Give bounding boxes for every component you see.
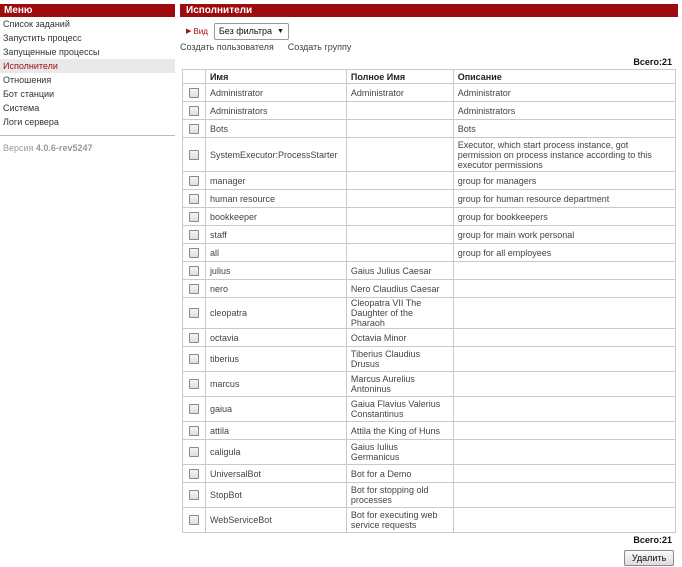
table-row[interactable] [183, 262, 676, 280]
cell-full-name [346, 190, 453, 208]
cell-name: marcus [205, 372, 346, 397]
cell-name: caligula [205, 440, 346, 465]
cell-full-name: Marcus Aurelius Antoninus [346, 372, 453, 397]
cell-full-name: Nero Claudius Caesar [346, 280, 453, 298]
cell-description [453, 483, 675, 508]
row-checkbox-cell [183, 440, 206, 465]
row-checkbox[interactable] [189, 230, 199, 240]
table-row[interactable] [183, 208, 676, 226]
row-checkbox[interactable] [189, 266, 199, 276]
table-row[interactable] [183, 508, 676, 533]
table-row[interactable] [183, 440, 676, 465]
triangle-right-icon[interactable]: ▶ [186, 28, 192, 35]
total-count-bottom: Всего:21 [633, 535, 672, 545]
cell-description [453, 280, 675, 298]
cell-name: julius [205, 262, 346, 280]
row-checkbox-cell [183, 190, 206, 208]
cell-description [453, 465, 675, 483]
table-row[interactable] [183, 465, 676, 483]
table-row[interactable] [183, 298, 676, 329]
cell-full-name [346, 172, 453, 190]
action-links [180, 42, 351, 52]
sidebar-item[interactable]: Исполнители [0, 59, 175, 73]
cell-description [453, 372, 675, 397]
row-checkbox[interactable] [189, 469, 199, 479]
cell-description [453, 440, 675, 465]
cell-name: nero [205, 280, 346, 298]
row-checkbox-cell [183, 372, 206, 397]
row-checkbox-cell [183, 347, 206, 372]
page-title: Исполнители [180, 4, 678, 17]
total-count-top: Всего:21 [633, 57, 672, 67]
row-checkbox-cell [183, 102, 206, 120]
table-header-row [183, 70, 676, 84]
cell-name: cleopatra [205, 298, 346, 329]
cell-full-name [346, 120, 453, 138]
cell-full-name: Bot for a Demo [346, 465, 453, 483]
sidebar-item[interactable]: Запустить процесс [3, 33, 82, 43]
table-row[interactable] [183, 397, 676, 422]
sidebar [0, 4, 175, 153]
table-row[interactable] [183, 120, 676, 138]
row-checkbox-cell [183, 508, 206, 533]
sidebar-item[interactable]: Запущенные процессы [3, 47, 100, 57]
cell-description: group for all employees [453, 244, 675, 262]
create-group-link[interactable]: Создать группу [287, 42, 352, 52]
cell-full-name [346, 138, 453, 172]
row-checkbox[interactable] [189, 248, 199, 258]
table-row[interactable] [183, 226, 676, 244]
table-row[interactable] [183, 422, 676, 440]
row-checkbox-cell [183, 422, 206, 440]
table-row[interactable] [183, 102, 676, 120]
row-checkbox[interactable] [189, 308, 199, 318]
cell-description [453, 347, 675, 372]
row-checkbox[interactable] [189, 404, 199, 414]
cell-description: Administrator [453, 84, 675, 102]
column-header-description[interactable]: Описание [453, 70, 675, 84]
row-checkbox-cell [183, 262, 206, 280]
row-checkbox-cell [183, 244, 206, 262]
sidebar-title: Меню [0, 4, 175, 17]
cell-full-name [346, 102, 453, 120]
cell-full-name: Tiberius Claudius Drusus [346, 347, 453, 372]
cell-name: UniversalBot [205, 465, 346, 483]
cell-description: Administrators [453, 102, 675, 120]
row-checkbox-cell [183, 208, 206, 226]
row-checkbox[interactable] [189, 212, 199, 222]
row-checkbox-cell [183, 138, 206, 172]
view-toggle-link[interactable]: Вид [193, 26, 208, 36]
sidebar-item[interactable]: Список заданий [3, 19, 70, 29]
row-checkbox[interactable] [189, 426, 199, 436]
sidebar-menu [0, 17, 175, 129]
row-checkbox-cell [183, 120, 206, 138]
row-checkbox[interactable] [189, 515, 199, 525]
cell-name: SystemExecutor:ProcessStarter [205, 138, 346, 172]
cell-full-name: Administrator [346, 84, 453, 102]
cell-description: group for human resource department [453, 190, 675, 208]
view-filter-row [180, 22, 289, 40]
cell-name: Administrators [205, 102, 346, 120]
row-checkbox[interactable] [189, 379, 199, 389]
cell-name: staff [205, 226, 346, 244]
sidebar-item[interactable]: Логи сервера [3, 117, 59, 127]
row-checkbox-cell [183, 280, 206, 298]
row-checkbox-cell [183, 483, 206, 508]
table-row[interactable] [183, 280, 676, 298]
table-row[interactable] [183, 483, 676, 508]
cell-description [453, 422, 675, 440]
header-checkbox-cell [183, 70, 206, 84]
cell-description: group for bookkeepers [453, 208, 675, 226]
cell-full-name: Gaiua Flavius Valerius Constantinus [346, 397, 453, 422]
cell-full-name: Gaius Julius Caesar [346, 262, 453, 280]
version-prefix: Версия [3, 143, 36, 153]
cell-name: human resource [205, 190, 346, 208]
sidebar-divider [0, 135, 175, 136]
cell-description [453, 508, 675, 533]
executors-table [182, 69, 676, 533]
cell-name: StopBot [205, 483, 346, 508]
filter-select-value: Без фильтра [218, 26, 273, 36]
cell-name: Bots [205, 120, 346, 138]
cell-full-name [346, 226, 453, 244]
column-header-full-name[interactable]: Полное Имя [346, 70, 453, 84]
cell-full-name: Cleopatra VII The Daughter of the Pharaoh [346, 298, 453, 329]
cell-full-name: Bot for stopping old processes [346, 483, 453, 508]
sidebar-item[interactable]: Отношения [3, 75, 52, 85]
row-checkbox-cell [183, 465, 206, 483]
row-checkbox[interactable] [189, 150, 199, 160]
cell-full-name: Attila the King of Huns [346, 422, 453, 440]
cell-description [453, 262, 675, 280]
row-checkbox[interactable] [189, 284, 199, 294]
cell-name: Administrator [205, 84, 346, 102]
create-user-link[interactable]: Создать пользователя [180, 42, 274, 52]
row-checkbox[interactable] [189, 194, 199, 204]
cell-description: group for main work personal [453, 226, 675, 244]
cell-description [453, 329, 675, 347]
cell-name: manager [205, 172, 346, 190]
cell-name: attila [205, 422, 346, 440]
row-checkbox-cell [183, 226, 206, 244]
sidebar-item[interactable]: Бот станции [3, 89, 55, 99]
sidebar-item[interactable]: Система [3, 103, 40, 113]
row-checkbox[interactable] [189, 176, 199, 186]
version-number: 4.0.6-rev5247 [35, 143, 93, 153]
filter-select[interactable] [214, 23, 289, 40]
table-row[interactable] [183, 244, 676, 262]
table-row[interactable] [183, 372, 676, 397]
row-checkbox[interactable] [189, 106, 199, 116]
table-row[interactable] [183, 84, 676, 102]
cell-name: octavia [205, 329, 346, 347]
row-checkbox-cell [183, 298, 206, 329]
column-header-name[interactable]: Имя [205, 70, 346, 84]
version-info [0, 143, 175, 153]
table-row[interactable] [183, 138, 676, 172]
cell-name: WebServiceBot [205, 508, 346, 533]
row-checkbox[interactable] [189, 447, 199, 457]
cell-description [453, 397, 675, 422]
cell-description: Bots [453, 120, 675, 138]
cell-description: group for managers [453, 172, 675, 190]
row-checkbox[interactable] [189, 124, 199, 134]
table-row[interactable] [183, 172, 676, 190]
row-checkbox-cell [183, 172, 206, 190]
cell-name: all [205, 244, 346, 262]
cell-name: bookkeeper [205, 208, 346, 226]
table-row[interactable] [183, 190, 676, 208]
cell-full-name [346, 244, 453, 262]
cell-name: gaiua [205, 397, 346, 422]
row-checkbox[interactable] [189, 490, 199, 500]
chevron-down-icon: ▼ [276, 27, 284, 35]
row-checkbox-cell [183, 329, 206, 347]
cell-name: tiberius [205, 347, 346, 372]
main-panel [180, 4, 678, 545]
cell-full-name [346, 208, 453, 226]
row-checkbox[interactable] [189, 354, 199, 364]
row-checkbox-cell [183, 84, 206, 102]
cell-description [453, 298, 675, 329]
delete-button[interactable]: Удалить [624, 550, 674, 566]
cell-full-name: Octavia Minor [346, 329, 453, 347]
row-checkbox[interactable] [189, 333, 199, 343]
cell-full-name: Bot for executing web service requests [346, 508, 453, 533]
row-checkbox-cell [183, 397, 206, 422]
cell-full-name: Gaius Iulius Germanicus [346, 440, 453, 465]
table-row[interactable] [183, 329, 676, 347]
row-checkbox[interactable] [189, 88, 199, 98]
cell-description: Executor, which start process instance, got permission on process instance according to this executor permissions [453, 138, 675, 172]
table-row[interactable] [183, 347, 676, 372]
